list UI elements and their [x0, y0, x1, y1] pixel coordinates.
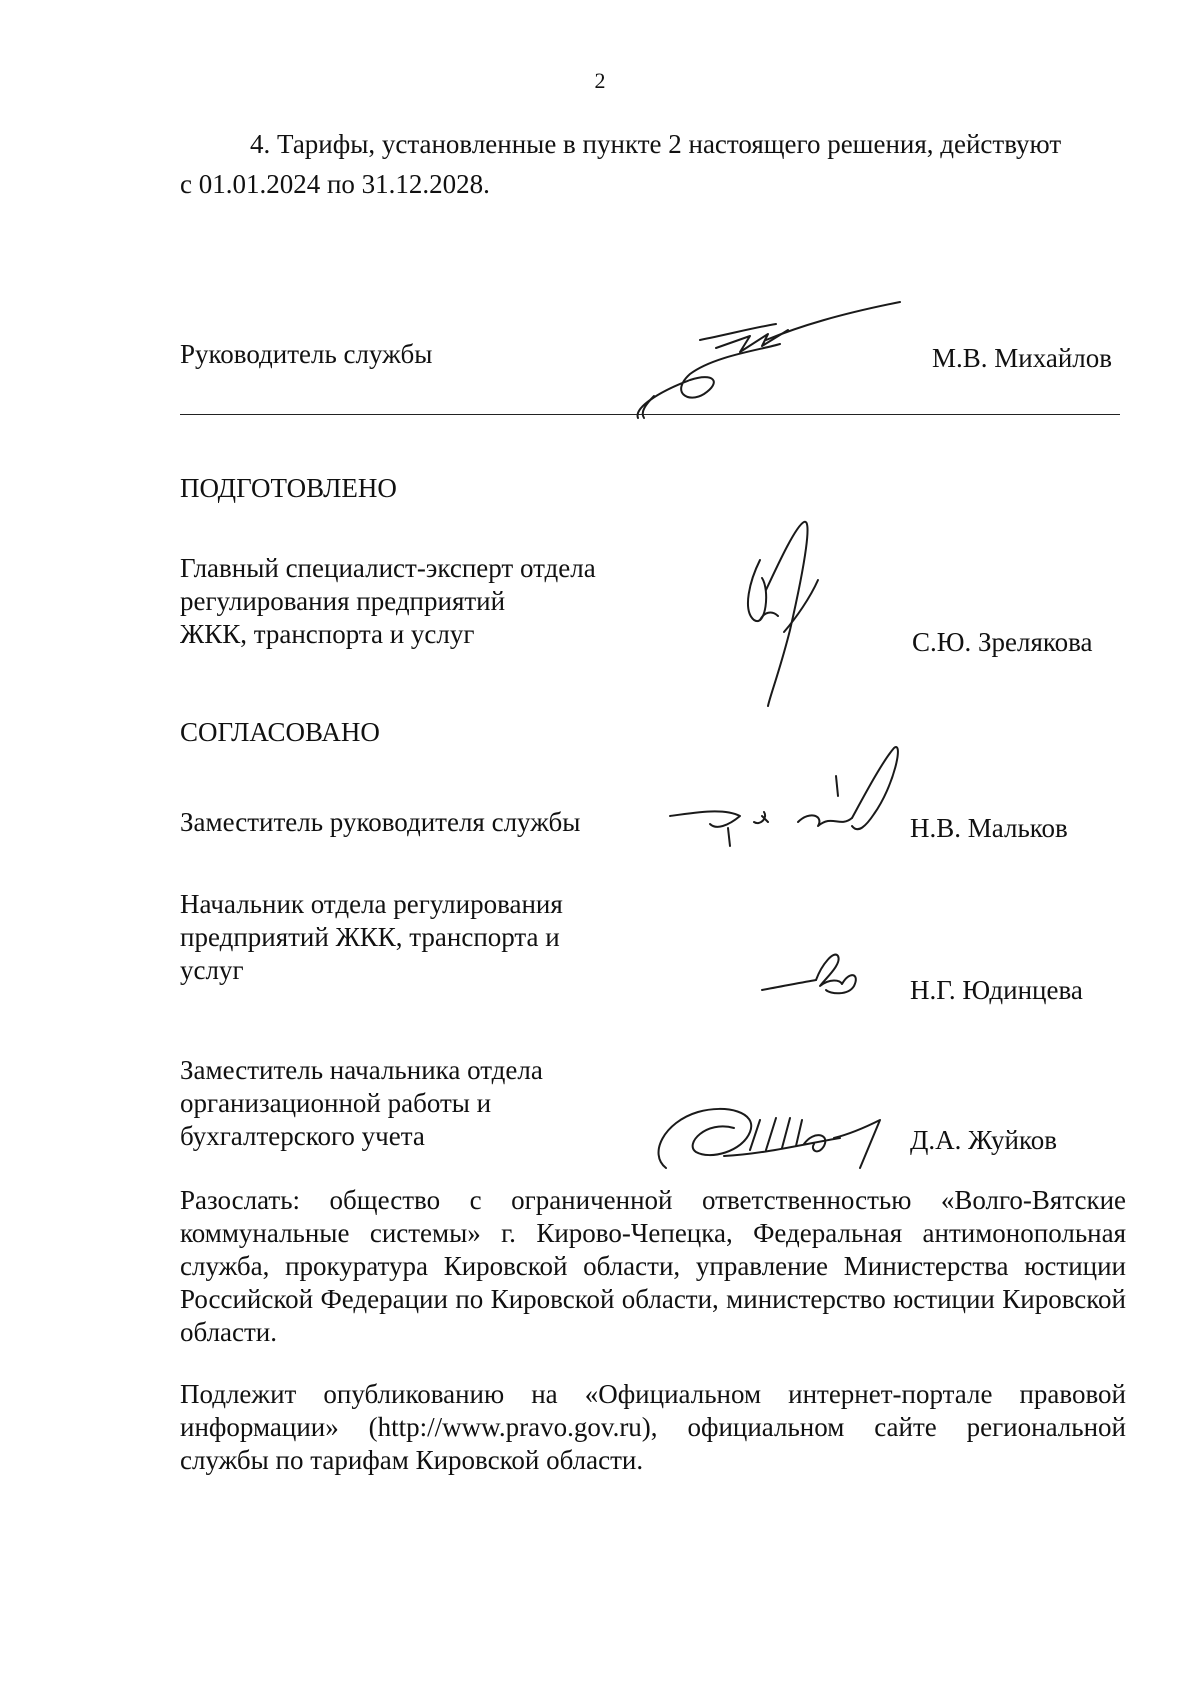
signer-3-name: Д.А. Жуйков	[910, 1125, 1057, 1155]
signer-2-signature-image	[760, 944, 870, 1004]
publication-note: Подлежит опубликованию на «Официальном интернет-портале правовой информации» (http://www.pravo.gov.ru), официальном сайте региональной службы по тарифам Кировской области.	[180, 1379, 1126, 1475]
prepared-position	[180, 552, 596, 651]
signer-2-position-line: услуг	[180, 955, 244, 985]
signer-2-position	[180, 888, 563, 987]
signer-3-position-line: Заместитель начальника отдела	[180, 1055, 543, 1085]
prepared-heading: ПОДГОТОВЛЕНО	[180, 473, 397, 503]
clause-4-line-1: 4. Тарифы, установленные в пункте 2 настоящего решения, действуют	[250, 129, 1062, 159]
signature-rule	[180, 414, 1120, 415]
prepared-signature-image	[740, 520, 830, 710]
signer-1-position: Заместитель руководителя службы	[180, 807, 581, 837]
head-signature-image	[630, 300, 910, 430]
page-number: 2	[594, 68, 606, 93]
agreed-heading: СОГЛАСОВАНО	[180, 717, 380, 747]
prepared-name: С.Ю. Зрелякова	[912, 627, 1093, 657]
signer-2-position-line: предприятий ЖКК, транспорта и	[180, 922, 560, 952]
signer-3-position-line: бухгалтерского учета	[180, 1121, 425, 1151]
signer-1-signature-image	[668, 746, 928, 866]
head-name: М.В. Михайлов	[932, 343, 1113, 373]
prepared-position-line: регулирования предприятий	[180, 586, 506, 616]
signer-2-position-line: Начальник отдела регулирования	[180, 889, 563, 919]
signer-3-signature-image	[654, 1094, 904, 1174]
signer-1-name: Н.В. Мальков	[910, 813, 1068, 843]
prepared-position-line: ЖКК, транспорта и услуг	[180, 619, 475, 649]
signer-2-name: Н.Г. Юдинцева	[910, 975, 1083, 1005]
head-position: Руководитель службы	[180, 339, 433, 369]
signer-3-position-line: организационной работы и	[180, 1088, 492, 1118]
signer-3-position	[180, 1054, 543, 1153]
distribution-list: Разослать: общество с ограниченной ответственностью «Волго-Вятские коммунальные системы» г. Кирово-Чепецка, Федеральная антимонопольная служба, прокуратура Кировской области, управление Министерства юстиции Российской Федерации по Кировской области, министерство юстиции Кировской области.	[180, 1185, 1126, 1347]
prepared-position-line: Главный специалист-эксперт отдела	[180, 553, 596, 583]
clause-4-line-2: с 01.01.2024 по 31.12.2028.	[180, 169, 490, 199]
